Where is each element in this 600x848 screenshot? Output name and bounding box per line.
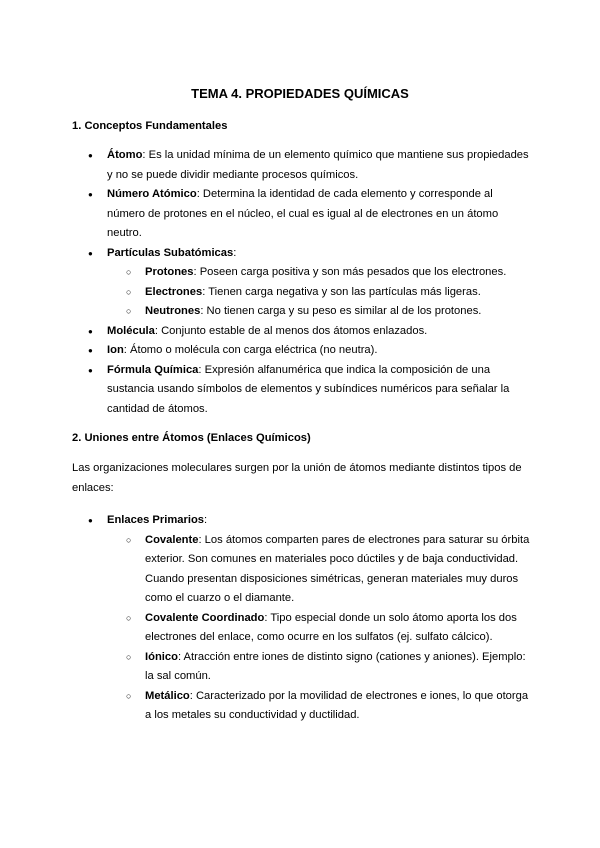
term-protones: Protones bbox=[145, 266, 194, 278]
list-item bbox=[72, 361, 532, 420]
term-molecula: Molécula bbox=[107, 324, 155, 337]
term-neutrones: Neutrones bbox=[145, 305, 201, 317]
definition-numero-atomico: : Determina la identidad de cada elemento y corresponde al número de protones en el núcleo, el cual es igual al de electrones en un átomo neutro. bbox=[107, 188, 499, 239]
term-ion: Ion bbox=[107, 344, 124, 356]
term-electrones: Electrones bbox=[145, 285, 203, 298]
term-enlaces-primarios: Enlaces Primarios bbox=[107, 514, 205, 526]
definition-molecula: : Conjunto estable de al menos dos átomos enlazados. bbox=[154, 324, 428, 337]
definition-ion: : Átomo o molécula con carga eléctrica (no neutra). bbox=[123, 344, 378, 356]
list-item bbox=[72, 322, 532, 342]
definition-formula-quimica: : Expresión alfanumérica que indica la composición de una sustancia usando símbolos de elementos y subíndices numéricos para señalar la cantidad de átomos. bbox=[107, 363, 510, 415]
section-1-heading: 1. Conceptos Fundamentales bbox=[72, 120, 228, 132]
sublist-item bbox=[107, 609, 532, 648]
definition-protones: : Poseen carga positiva y son más pesados que los electrones. bbox=[193, 266, 507, 278]
definition-enlaces-primarios: : bbox=[204, 514, 208, 526]
subatomic-sublist bbox=[107, 263, 532, 322]
page-title: TEMA 4. PROPIEDADES QUÍMICAS bbox=[191, 86, 409, 101]
definition-electrones: : Tienen carga negativa y son las partículas más ligeras. bbox=[202, 285, 481, 298]
list-item bbox=[72, 341, 532, 361]
definition-covalente: : Los átomos comparten pares de electrones para saturar su órbita exterior. Son comunes en materiales poco dúctiles y de baja conductividad. Cuando presentan disposiciones simétricas, generan materiales muy duros como el cuarzo o el diamante. bbox=[145, 533, 530, 604]
sublist-item bbox=[107, 687, 532, 726]
list-item bbox=[72, 185, 532, 244]
definition-atomo: : Es la unidad mínima de un elemento químico que mantiene sus propiedades y no se puede dividir mediante procesos químicos. bbox=[107, 149, 529, 181]
list-item bbox=[72, 511, 532, 726]
definition-covalente-coordinado: : Tipo especial donde un solo átomo aporta los dos electrones del enlace, como ocurre en los sulfatos (ej. sulfato cálcico). bbox=[145, 611, 517, 643]
section-2-heading: 2. Uniones entre Átomos (Enlaces Químicos) bbox=[72, 432, 311, 444]
definition-metalico: : Caracterizado por la movilidad de electrones e iones, lo que otorga a los metales su conductividad y ductilidad. bbox=[145, 689, 529, 721]
section-2-list bbox=[72, 511, 532, 726]
bonds-sublist bbox=[107, 531, 532, 726]
list-item bbox=[72, 146, 532, 185]
section-1-list bbox=[72, 146, 532, 419]
sublist-item bbox=[107, 648, 532, 687]
term-numero-atomico: Número Atómico bbox=[107, 188, 197, 200]
term-formula-quimica: Fórmula Química bbox=[107, 363, 199, 376]
definition-particulas-subatomicas: : bbox=[233, 246, 237, 259]
term-particulas-subatomicas: Partículas Subatómicas bbox=[107, 246, 234, 259]
sublist-item bbox=[107, 283, 532, 303]
sublist-item bbox=[107, 263, 532, 283]
term-atomo: Átomo bbox=[107, 149, 143, 161]
term-ionico: Iónico bbox=[145, 650, 178, 663]
sublist-item bbox=[107, 531, 532, 609]
definition-neutrones: : No tienen carga y su peso es similar al de los protones. bbox=[200, 305, 482, 317]
term-covalente: Covalente bbox=[145, 533, 199, 546]
term-metalico: Metálico bbox=[145, 689, 190, 702]
list-item bbox=[72, 244, 532, 322]
section-2-intro: Las organizaciones moleculares surgen por la unión de átomos mediante distintos tipos de enlaces: bbox=[72, 462, 522, 494]
sublist-item bbox=[107, 302, 532, 322]
definition-ionico: : Atracción entre iones de distinto signo (cationes y aniones). Ejemplo: la sal común. bbox=[145, 650, 526, 682]
term-covalente-coordinado: Covalente Coordinado bbox=[145, 611, 265, 624]
